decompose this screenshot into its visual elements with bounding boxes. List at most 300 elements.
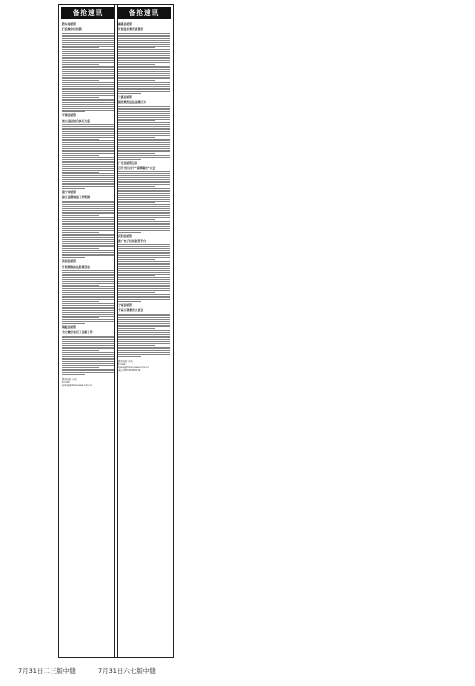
- text-line: [62, 312, 114, 313]
- gutter-column-1: [58, 4, 118, 658]
- column-footer: [62, 378, 114, 387]
- text-line: [118, 139, 170, 140]
- text-line: [118, 323, 170, 324]
- text-line: [62, 57, 114, 58]
- text-line: [118, 290, 170, 291]
- text-line: [62, 285, 99, 286]
- text-line: [118, 184, 170, 185]
- text-line: [62, 66, 114, 67]
- text-line: [62, 133, 114, 134]
- article-block: [62, 191, 114, 258]
- text-line: [62, 350, 99, 351]
- text-line: [62, 232, 99, 233]
- text-line: [118, 248, 170, 249]
- text-line: [62, 310, 114, 311]
- text-line: [62, 348, 114, 349]
- text-line: [118, 212, 170, 213]
- text-line: [62, 243, 114, 244]
- text-line: [118, 108, 170, 109]
- text-line: [118, 193, 170, 194]
- text-line: [118, 111, 170, 112]
- text-line: [118, 199, 170, 200]
- text-line: [62, 148, 114, 149]
- text-line: [118, 219, 155, 220]
- text-line: [118, 334, 170, 335]
- text-line: [62, 223, 114, 224]
- text-line: [118, 297, 170, 298]
- text-line: [118, 33, 170, 34]
- footer-phone: 电话:010-67820176: [118, 368, 141, 372]
- text-line: [118, 326, 170, 327]
- column-footer: [118, 360, 170, 372]
- text-line: [118, 75, 170, 76]
- text-line: [62, 316, 114, 317]
- text-line: [118, 135, 170, 136]
- article-headline: 千家万项教育大讲会: [118, 308, 144, 313]
- text-line: [118, 268, 170, 269]
- article-block: [118, 235, 170, 302]
- text-line: [118, 261, 170, 262]
- text-line: [62, 215, 99, 216]
- text-line: [62, 55, 114, 56]
- text-line: [62, 341, 114, 342]
- text-line: [118, 182, 170, 183]
- text-line: [118, 46, 170, 47]
- column-header: 备抢速讯: [61, 7, 115, 19]
- text-line: [62, 172, 99, 173]
- footer-email: liyang@cdun.news.com.cn: [118, 365, 149, 369]
- text-line: [62, 337, 114, 338]
- text-line: [118, 208, 170, 209]
- text-line: [118, 49, 170, 50]
- text-line: [62, 82, 114, 83]
- article-kicker: 黔东南昭阳: [62, 22, 76, 26]
- text-line: [118, 42, 170, 43]
- text-line: [118, 44, 170, 45]
- text-line: [62, 166, 114, 167]
- text-line: [62, 102, 114, 103]
- text-line: [62, 248, 99, 249]
- text-line: [118, 213, 170, 214]
- column-header: 备抢速讯: [117, 7, 171, 19]
- text-line: [62, 42, 114, 43]
- text-line: [118, 288, 170, 289]
- text-line: [118, 228, 170, 229]
- text-line: [62, 75, 114, 76]
- text-line: [118, 343, 170, 344]
- text-line: [62, 294, 114, 295]
- text-line: [118, 106, 170, 107]
- text-line: [118, 339, 170, 340]
- article-block: [118, 23, 170, 94]
- article-block: [118, 96, 170, 160]
- text-line: [62, 157, 114, 158]
- text-line: [62, 224, 114, 225]
- article-headline: 强化整治违法违规行为: [118, 100, 146, 105]
- text-line: [118, 124, 170, 125]
- text-line: [118, 223, 170, 224]
- text-line: [62, 44, 114, 45]
- text-line: [62, 181, 114, 182]
- text-line: [62, 155, 99, 156]
- gutter-column-2: [114, 4, 174, 658]
- text-line: [62, 164, 114, 165]
- text-line: [62, 137, 114, 138]
- text-line: [62, 358, 114, 359]
- text-line: [62, 217, 114, 218]
- text-line: [118, 337, 170, 338]
- footer-editor: 组团编辑 李新: [118, 359, 133, 363]
- text-line: [118, 206, 170, 207]
- text-line: [62, 100, 114, 101]
- text-line: [62, 89, 114, 90]
- text-line: [62, 77, 114, 78]
- text-line: [118, 202, 155, 203]
- caption-left: 7月31日二三版中缝: [18, 667, 76, 675]
- text-line: [118, 257, 170, 258]
- text-line: [118, 120, 155, 121]
- text-line: [118, 250, 170, 251]
- article-kicker: 兰溪县昭阳: [118, 94, 132, 99]
- text-line: [62, 188, 85, 189]
- text-line: [62, 64, 99, 65]
- text-line: [118, 266, 170, 267]
- text-line: [62, 347, 114, 348]
- text-line: [62, 254, 114, 255]
- text-line: [62, 177, 114, 178]
- text-line: [118, 153, 155, 154]
- text-line: [62, 35, 114, 36]
- text-line: [62, 49, 114, 50]
- text-line: [62, 228, 114, 229]
- text-line: [118, 148, 170, 149]
- text-line: [62, 33, 114, 34]
- text-line: [62, 144, 114, 145]
- article-kicker: 广安县昭阳县区: [118, 160, 138, 165]
- text-line: [62, 307, 114, 308]
- text-line: [118, 57, 170, 58]
- article-block: [118, 162, 170, 233]
- text-line: [62, 301, 99, 302]
- text-line: [118, 204, 170, 205]
- text-line: [118, 157, 170, 158]
- text-line: [62, 186, 114, 187]
- text-line: [62, 361, 114, 362]
- text-line: [118, 89, 170, 90]
- text-line: [62, 213, 114, 214]
- article-headline: 开展网络执法监督活动: [62, 264, 90, 269]
- article-block: [62, 114, 114, 189]
- text-line: [62, 204, 114, 205]
- text-line: [118, 263, 170, 264]
- text-line: [62, 78, 114, 79]
- text-line: [62, 161, 114, 162]
- article-headline: 召开全区首个“黄牌曝光”大会: [118, 166, 156, 171]
- text-line: [62, 146, 114, 147]
- text-line: [118, 122, 170, 123]
- text-line: [62, 88, 114, 89]
- text-line: [62, 363, 114, 364]
- text-line: [118, 119, 170, 120]
- text-line: [118, 55, 170, 56]
- text-line: [62, 128, 114, 129]
- text-line: [62, 179, 114, 180]
- text-line: [118, 113, 170, 114]
- text-line: [62, 95, 114, 96]
- text-line: [62, 270, 114, 271]
- text-line: [62, 53, 114, 54]
- text-line: [62, 297, 114, 298]
- article-kicker: 黄冈县昭阳: [62, 259, 76, 264]
- text-line: [62, 71, 114, 72]
- text-line: [118, 58, 170, 59]
- article-block: [62, 260, 114, 324]
- text-line: [118, 270, 170, 271]
- article-kicker: 慈溪县昭阳: [118, 22, 132, 26]
- text-line: [62, 317, 99, 318]
- text-line: [62, 370, 114, 371]
- text-line: [62, 111, 85, 112]
- text-line: [118, 91, 170, 92]
- text-line: [62, 97, 99, 98]
- article-kicker: 宁南县昭阳: [118, 302, 132, 307]
- text-line: [118, 173, 170, 174]
- text-line: [62, 369, 114, 370]
- text-line: [118, 177, 170, 178]
- text-line: [118, 210, 170, 211]
- article-headline: 开展技术教育进课堂: [118, 27, 144, 32]
- text-line: [62, 93, 114, 94]
- text-line: [118, 275, 155, 276]
- text-line: [118, 73, 170, 74]
- article-headline: 建立违规地面工作机制: [62, 195, 90, 200]
- text-line: [62, 108, 114, 109]
- text-line: [118, 144, 170, 145]
- text-line: [62, 321, 114, 322]
- column-body: [62, 21, 114, 647]
- text-line: [118, 181, 170, 182]
- text-line: [62, 58, 114, 59]
- column-body: [118, 21, 170, 647]
- text-line: [62, 168, 114, 169]
- article-kicker: 铜鼓县昭阳: [62, 324, 76, 329]
- text-line: [118, 64, 155, 65]
- text-line: [62, 131, 114, 132]
- text-line: [62, 183, 114, 184]
- text-line: [118, 69, 170, 70]
- text-line: [118, 301, 141, 302]
- text-line: [118, 314, 170, 315]
- text-line: [118, 62, 170, 63]
- text-line: [62, 142, 114, 143]
- text-line: [118, 332, 170, 333]
- text-line: [62, 170, 114, 171]
- text-line: [62, 162, 114, 163]
- text-line: [118, 36, 170, 37]
- text-line: [62, 159, 114, 160]
- text-line: [62, 372, 114, 373]
- text-line: [62, 319, 114, 320]
- text-line: [118, 35, 170, 36]
- text-line: [62, 86, 114, 87]
- text-line: [118, 82, 170, 83]
- text-line: [62, 153, 114, 154]
- text-line: [118, 296, 170, 297]
- text-line: [118, 142, 170, 143]
- text-line: [118, 186, 155, 187]
- text-line: [118, 117, 170, 118]
- text-line: [118, 60, 170, 61]
- text-line: [62, 91, 114, 92]
- text-line: [62, 226, 114, 227]
- text-line: [118, 321, 170, 322]
- text-line: [118, 230, 170, 231]
- text-line: [118, 129, 170, 130]
- text-line: [62, 60, 114, 61]
- text-line: [118, 191, 170, 192]
- text-line: [118, 347, 170, 348]
- text-line: [118, 131, 170, 132]
- text-line: [62, 303, 114, 304]
- text-line: [62, 51, 114, 52]
- article-block: [62, 326, 114, 375]
- text-line: [62, 283, 114, 284]
- text-line: [62, 356, 114, 357]
- text-line: [62, 255, 114, 256]
- text-line: [62, 272, 114, 273]
- text-line: [62, 374, 85, 375]
- text-line: [118, 286, 170, 287]
- text-line: [62, 252, 114, 253]
- text-line: [62, 314, 114, 315]
- text-line: [118, 253, 170, 254]
- text-line: [62, 354, 114, 355]
- text-line: [118, 315, 170, 316]
- text-line: [118, 232, 141, 233]
- text-line: [118, 140, 170, 141]
- footer-editor: 组团编辑 李新: [62, 377, 77, 381]
- text-line: [62, 210, 114, 211]
- text-line: [62, 173, 114, 174]
- text-line: [118, 226, 170, 227]
- text-line: [118, 195, 170, 196]
- text-line: [118, 285, 170, 286]
- text-line: [118, 201, 170, 202]
- text-line: [118, 190, 170, 191]
- text-line: [62, 175, 114, 176]
- text-line: [118, 217, 170, 218]
- text-line: [118, 115, 170, 116]
- text-line: [118, 319, 170, 320]
- text-line: [118, 40, 170, 41]
- text-line: [118, 246, 170, 247]
- text-line: [62, 36, 114, 37]
- text-line: [118, 133, 170, 134]
- article-kicker: 庆阳县昭阳: [118, 233, 132, 238]
- text-line: [118, 51, 170, 52]
- text-line: [62, 139, 99, 140]
- text-line: [118, 77, 170, 78]
- text-line: [62, 126, 114, 127]
- text-line: [62, 62, 114, 63]
- text-line: [118, 341, 170, 342]
- text-line: [62, 352, 114, 353]
- footer-email-label: E-mail:: [118, 362, 126, 366]
- text-line: [62, 292, 114, 293]
- text-line: [62, 212, 114, 213]
- text-line: [118, 151, 170, 152]
- text-line: [62, 135, 114, 136]
- text-line: [118, 279, 170, 280]
- text-line: [62, 47, 99, 48]
- text-line: [118, 137, 155, 138]
- text-line: [118, 272, 170, 273]
- text-line: [62, 73, 114, 74]
- text-line: [62, 129, 114, 130]
- text-line: [62, 275, 114, 276]
- text-line: [118, 336, 170, 337]
- text-line: [118, 215, 170, 216]
- text-line: [62, 230, 114, 231]
- text-line: [62, 106, 114, 107]
- text-line: [62, 286, 114, 287]
- text-line: [62, 308, 114, 309]
- article-kicker: 惠宁市昭阳: [62, 189, 76, 194]
- text-line: [118, 294, 170, 295]
- text-line: [118, 71, 170, 72]
- text-line: [118, 171, 170, 172]
- text-line: [62, 274, 114, 275]
- text-line: [62, 323, 85, 324]
- text-line: [62, 359, 114, 360]
- text-line: [118, 47, 155, 48]
- text-line: [62, 299, 114, 300]
- article-headline: 加大违法综合执行力度: [62, 118, 90, 123]
- text-line: [118, 264, 170, 265]
- text-line: [118, 221, 170, 222]
- text-line: [118, 80, 155, 81]
- text-line: [62, 237, 114, 238]
- text-line: [118, 350, 170, 351]
- text-line: [62, 40, 114, 41]
- text-line: [118, 38, 170, 39]
- text-line: [118, 150, 170, 151]
- text-line: [118, 84, 170, 85]
- text-line: [118, 224, 170, 225]
- text-line: [62, 201, 114, 202]
- text-line: [118, 274, 170, 275]
- text-line: [62, 343, 114, 344]
- text-line: [118, 277, 170, 278]
- text-line: [118, 86, 170, 87]
- text-line: [62, 124, 114, 125]
- text-line: [62, 151, 114, 152]
- text-line: [62, 46, 114, 47]
- text-line: [62, 345, 114, 346]
- text-line: [118, 259, 155, 260]
- text-line: [118, 299, 170, 300]
- text-line: [118, 109, 170, 110]
- text-line: [118, 325, 170, 326]
- text-line: [118, 78, 170, 79]
- article-headline: 全力做好农民工讨薪工作: [62, 330, 93, 335]
- caption-right: 7月31日六七版中缝: [98, 667, 156, 675]
- text-line: [62, 257, 85, 258]
- text-line: [62, 279, 114, 280]
- text-line: [118, 155, 170, 156]
- text-line: [118, 146, 170, 147]
- text-line: [118, 175, 170, 176]
